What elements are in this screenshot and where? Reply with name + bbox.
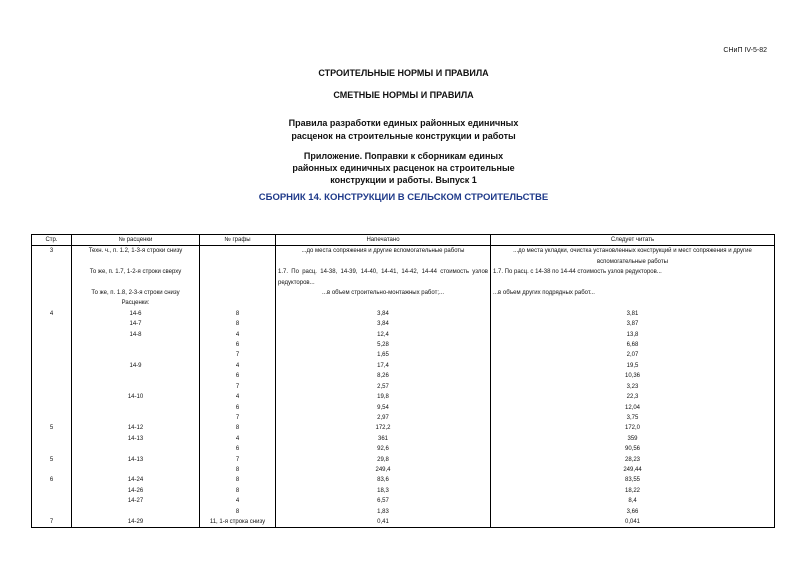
cell-column: 4	[200, 392, 276, 402]
cell-read: ...до места укладки, очистка установленных конструкций и мест сопряжения и другие вспомогательные работы	[491, 246, 775, 267]
cell-column: 7	[200, 455, 276, 465]
cell-read: 12,04	[491, 403, 775, 413]
cell-printed: 5,28	[276, 340, 491, 350]
cell-rate: Расценки:	[72, 298, 200, 308]
cell-column	[200, 246, 276, 267]
cell-column: 8	[200, 423, 276, 433]
cell-rate	[72, 413, 200, 423]
cell-rate	[72, 444, 200, 454]
cell-page	[32, 496, 72, 506]
cell-page	[32, 465, 72, 475]
rules-title-line: расценок на строительные конструкции и работы	[291, 131, 516, 141]
table-row	[32, 267, 775, 288]
cell-printed: 249,4	[276, 465, 491, 475]
cell-column: 6	[200, 340, 276, 350]
cell-rate	[72, 340, 200, 350]
cell-page	[32, 267, 72, 288]
cell-column: 7	[200, 382, 276, 392]
cell-column	[200, 267, 276, 288]
cell-printed: 29,8	[276, 455, 491, 465]
cell-column: 6	[200, 371, 276, 381]
table-row	[32, 517, 775, 528]
cell-column: 6	[200, 444, 276, 454]
cell-column: 4	[200, 434, 276, 444]
table-row	[32, 465, 775, 475]
table-row	[32, 486, 775, 496]
cell-rate	[72, 465, 200, 475]
cell-page	[32, 444, 72, 454]
table-row	[32, 309, 775, 319]
cell-read: 19,5	[491, 361, 775, 371]
cell-read: 10,36	[491, 371, 775, 381]
table-row	[32, 444, 775, 454]
table-row	[32, 423, 775, 433]
table-row	[32, 455, 775, 465]
cell-column: 6	[200, 403, 276, 413]
table-row	[32, 434, 775, 444]
cell-rate: То же, п. 1.8, 2-3-я строки снизу	[72, 288, 200, 298]
cell-column	[200, 298, 276, 308]
cell-page	[32, 413, 72, 423]
cell-page: 7	[32, 517, 72, 528]
cell-page: 6	[32, 475, 72, 485]
cell-printed: 9,54	[276, 403, 491, 413]
rules-title	[0, 117, 807, 143]
cell-printed: 2,57	[276, 382, 491, 392]
cell-read: 2,07	[491, 350, 775, 360]
cell-read: 359	[491, 434, 775, 444]
cell-column: 4	[200, 330, 276, 340]
cell-page	[32, 340, 72, 350]
header-rate: № расценки	[72, 235, 200, 246]
table-row	[32, 382, 775, 392]
table-row	[32, 496, 775, 506]
cell-column: 8	[200, 309, 276, 319]
cell-printed: ...до места сопряжения и другие вспомогательные работы	[276, 246, 491, 267]
appendix-title-line: районных единичных расценок на строительные	[292, 163, 515, 173]
cell-rate: 14-7	[72, 319, 200, 329]
cell-rate	[72, 382, 200, 392]
cell-rate	[72, 403, 200, 413]
table-row	[32, 475, 775, 485]
cell-rate	[72, 371, 200, 381]
cell-page	[32, 319, 72, 329]
cell-column: 8	[200, 507, 276, 517]
cell-rate: 14-13	[72, 455, 200, 465]
table-row	[32, 350, 775, 360]
corrections-table	[31, 234, 775, 528]
cell-read: 1.7. По расц. с 14-38 по 14-44 стоимость узлов редукторов...	[491, 267, 775, 288]
cell-rate: 14-8	[72, 330, 200, 340]
table-row	[32, 319, 775, 329]
table-row	[32, 246, 775, 267]
cell-printed: 3,84	[276, 319, 491, 329]
cell-rate: 14-29	[72, 517, 200, 528]
cell-printed: 19,8	[276, 392, 491, 402]
cell-read: 18,22	[491, 486, 775, 496]
cell-column: 8	[200, 465, 276, 475]
cell-column: 8	[200, 486, 276, 496]
header-column: № графы	[200, 235, 276, 246]
cell-rate: 14-6	[72, 309, 200, 319]
cell-printed: 1,83	[276, 507, 491, 517]
cell-column	[200, 288, 276, 298]
table-row	[32, 340, 775, 350]
cell-column: 8	[200, 475, 276, 485]
table-row	[32, 392, 775, 402]
table-row	[32, 330, 775, 340]
cell-read: 3,66	[491, 507, 775, 517]
table-row	[32, 403, 775, 413]
cell-printed: 3,84	[276, 309, 491, 319]
cell-read: 22,3	[491, 392, 775, 402]
cell-rate: 14-13	[72, 434, 200, 444]
cell-read: 8,4	[491, 496, 775, 506]
cell-read: 90,56	[491, 444, 775, 454]
table-row	[32, 361, 775, 371]
cell-page	[32, 403, 72, 413]
cell-printed: 12,4	[276, 330, 491, 340]
cell-printed: 6,57	[276, 496, 491, 506]
cell-page	[32, 330, 72, 340]
rules-title-line: Правила разработки единых районных единичных	[288, 118, 519, 128]
cell-printed	[276, 298, 491, 308]
cell-printed: 172,2	[276, 423, 491, 433]
header-read: Следует читать	[491, 235, 775, 246]
cell-printed: 361	[276, 434, 491, 444]
cell-page: 5	[32, 423, 72, 433]
cell-rate: 14-10	[72, 392, 200, 402]
appendix-title-line: Приложение. Поправки к сборникам единых	[303, 151, 504, 161]
document-code: СНиП IV-5-82	[723, 47, 767, 54]
cell-printed: 17,4	[276, 361, 491, 371]
cell-page	[32, 361, 72, 371]
cell-printed: 18,3	[276, 486, 491, 496]
cell-printed: 0,41	[276, 517, 491, 528]
table-row	[32, 371, 775, 381]
table-header-row	[32, 235, 775, 246]
cell-rate: 14-9	[72, 361, 200, 371]
cell-column: 7	[200, 350, 276, 360]
cell-read: ...в объем других подрядных работ...	[491, 288, 775, 298]
cell-read: 249,44	[491, 465, 775, 475]
cell-page	[32, 486, 72, 496]
cell-page	[32, 507, 72, 517]
cell-read: 13,8	[491, 330, 775, 340]
cell-column: 4	[200, 496, 276, 506]
appendix-title	[0, 150, 807, 186]
cell-column: 7	[200, 413, 276, 423]
cell-rate: 14-24	[72, 475, 200, 485]
header-printed: Напечатано	[276, 235, 491, 246]
table-row	[32, 288, 775, 298]
cell-printed: 92,6	[276, 444, 491, 454]
cell-column: 8	[200, 319, 276, 329]
cell-page: 5	[32, 455, 72, 465]
cell-read: 3,81	[491, 309, 775, 319]
cell-printed: ...в объем строительно-монтажных работ;...	[276, 288, 491, 298]
cell-read: 3,75	[491, 413, 775, 423]
cell-printed: 1.7. По расц. 14-38, 14-39, 14-40, 14-41, 14-42, 14-44 стоимость узлов редукторов...	[276, 267, 491, 288]
collection-heading: СБОРНИК 14. КОНСТРУКЦИИ В СЕЛЬСКОМ СТРОИТЕЛЬСТВЕ	[258, 192, 549, 203]
cell-printed: 8,26	[276, 371, 491, 381]
cell-page	[32, 350, 72, 360]
cell-column: 4	[200, 361, 276, 371]
cell-rate: Техн. ч., п. 1.2, 1-3-я строки снизу	[72, 246, 200, 267]
table-row	[32, 507, 775, 517]
cell-rate: 14-27	[72, 496, 200, 506]
table-row	[32, 298, 775, 308]
cell-printed: 83,6	[276, 475, 491, 485]
cell-column: 11, 1-я строка снизу	[200, 517, 276, 528]
cell-read: 6,68	[491, 340, 775, 350]
cell-read: 3,23	[491, 382, 775, 392]
header-page: Стр.	[32, 235, 72, 246]
cell-page	[32, 298, 72, 308]
cell-rate: 14-26	[72, 486, 200, 496]
appendix-title-line: конструкции и работы. Выпуск 1	[330, 175, 477, 185]
cell-page: 3	[32, 246, 72, 267]
cell-printed: 1,65	[276, 350, 491, 360]
cell-rate	[72, 507, 200, 517]
cell-read: 83,55	[491, 475, 775, 485]
cell-page	[32, 382, 72, 392]
cell-read: 172,0	[491, 423, 775, 433]
cell-page	[32, 392, 72, 402]
document-subtitle: СМЕТНЫЕ НОРМЫ И ПРАВИЛА	[333, 90, 474, 100]
table-row	[32, 413, 775, 423]
cell-read	[491, 298, 775, 308]
cell-page	[32, 288, 72, 298]
cell-page: 4	[32, 309, 72, 319]
table-body	[32, 246, 775, 528]
cell-printed: 2,97	[276, 413, 491, 423]
cell-read: 28,23	[491, 455, 775, 465]
cell-read: 0,041	[491, 517, 775, 528]
cell-page	[32, 371, 72, 381]
cell-rate: То же, п. 1.7, 1-2-я строки сверху	[72, 267, 200, 288]
cell-page	[32, 434, 72, 444]
cell-rate	[72, 350, 200, 360]
cell-read: 3,87	[491, 319, 775, 329]
document-title: СТРОИТЕЛЬНЫЕ НОРМЫ И ПРАВИЛА	[318, 68, 489, 78]
cell-rate: 14-12	[72, 423, 200, 433]
